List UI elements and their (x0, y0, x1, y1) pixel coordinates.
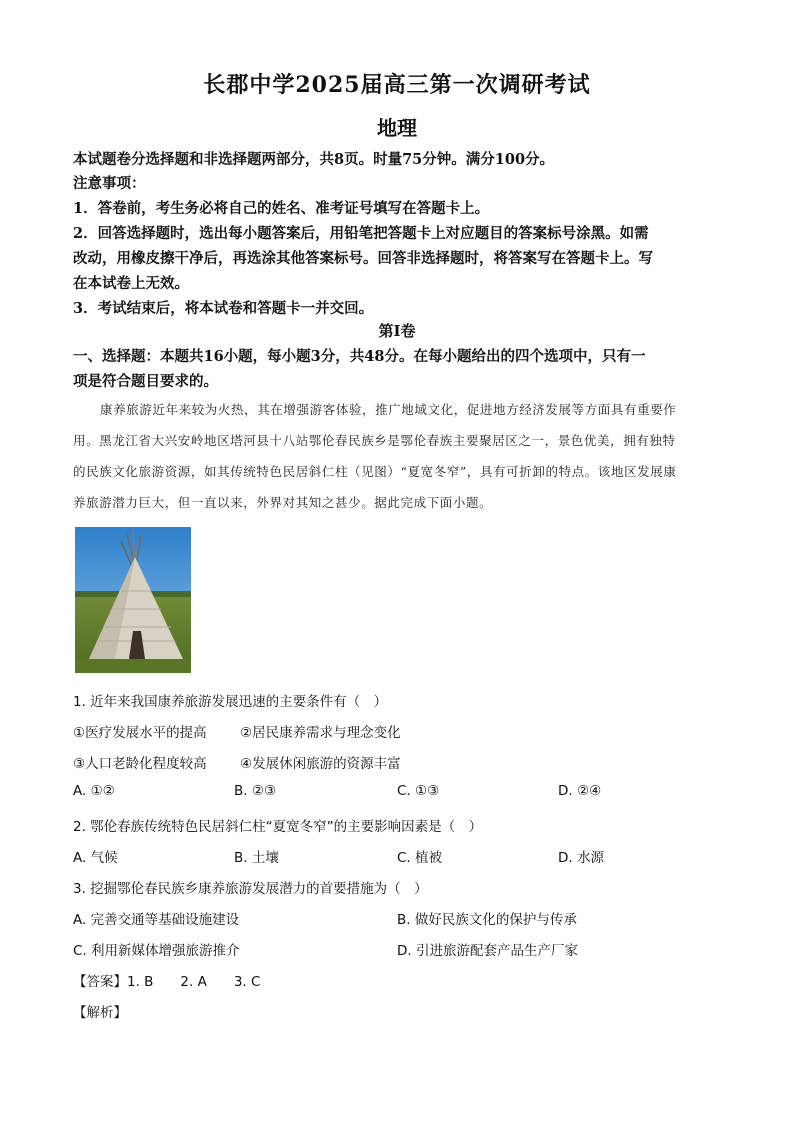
question-1-item-1: ①医疗发展水平的提高 (73, 725, 207, 741)
question-1-item-3: ③人口老龄化程度较高 (73, 756, 207, 772)
question-3-option-a[interactable]: A. 完善交通等基础设施建设 (73, 912, 240, 928)
analysis-tag: 【解析】 (73, 1005, 127, 1021)
question-3-option-b[interactable]: B. 做好民族文化的保护与传承 (397, 912, 577, 928)
question-2-option-c[interactable]: C. 植被 (397, 850, 443, 866)
passage-line-4: 养旅游潜力巨大，但一直以来，外界对其知之甚少。据此完成下面小题。 (73, 495, 493, 510)
note-2-line-2: 改动，用橡皮擦干净后，再选涂其他答案标号。回答非选择题时，将答案写在答题卡上。写 (73, 250, 653, 267)
question-1-option-c[interactable]: C. ①③ (397, 783, 440, 799)
question-2-option-d[interactable]: D. 水源 (558, 850, 604, 866)
question-3-stem: 3. 挖掘鄂伦春民族乡康养旅游发展潜力的首要措施为（ ） (73, 881, 428, 897)
question-1-item-2: ②居民康养需求与理念变化 (240, 725, 401, 741)
answer-line (73, 970, 260, 990)
question-3-option-d[interactable]: D. 引进旅游配套产品生产厂家 (397, 943, 578, 959)
question-2-option-a[interactable]: A. 气候 (73, 850, 118, 866)
notes-title: 注意事项： (73, 175, 146, 192)
teepee-illustration (75, 527, 191, 673)
note-2-line-3: 在本试卷上无效。 (73, 275, 189, 292)
question-1-item-4: ④发展休闲旅游的资源丰富 (240, 756, 401, 772)
answer-tag: 【答案】 (73, 974, 127, 990)
xierenzhu-photo (75, 527, 191, 673)
question-1-option-b[interactable]: B. ②③ (234, 783, 277, 799)
answer-text: 1. B 2. A 3. C (127, 974, 261, 990)
paper-info: 本试题卷分选择题和非选择题两部分，共8页。时量75分钟。满分100分。 (73, 151, 555, 168)
note-2-line-1: 2．回答选择题时，选出每小题答案后，用铅笔把答题卡上对应题目的答案标号涂黑。如需 (73, 225, 649, 242)
passage-line-1: 康养旅游近年来较为火热，其在增强游客体验，推广地域文化，促进地方经济发展等方面具有重要作 (100, 402, 677, 417)
subject-title: 地理 (377, 116, 417, 140)
passage-line-3: 的民族文化旅游资源，如其传统特色民居斜仁柱（见图）“夏宽冬窄”，具有可折卸的特点。该地区发展康 (73, 464, 677, 479)
section-heading-line-2: 项是符合题目要求的。 (73, 373, 218, 390)
question-1-stem: 1. 近年来我国康养旅游发展迅速的主要条件有（ ） (73, 694, 388, 710)
passage-line-2: 用。黑龙江省大兴安岭地区塔河县十八站鄂伦春民族乡是鄂伦春族主要聚居区之一，景色优美，拥有独特 (73, 433, 676, 448)
exam-title: 长郡中学2025届高三第一次调研考试 (203, 72, 591, 98)
question-1-option-d[interactable]: D. ②④ (558, 783, 602, 799)
section-label: 第Ⅰ卷 (378, 322, 416, 340)
note-3: 3．考试结束后，将本试卷和答题卡一并交回。 (73, 300, 374, 317)
question-2-option-b[interactable]: B. 土壤 (234, 850, 279, 866)
question-1-option-a[interactable]: A. ①② (73, 783, 115, 799)
section-heading-line-1: 一、选择题：本题共16小题，每小题3分，共48分。在每小题给出的四个选项中，只有一 (73, 348, 646, 365)
note-1: 1．答卷前，考生务必将自己的姓名、准考证号填写在答题卡上。 (73, 200, 490, 217)
question-2-stem: 2. 鄂伦春族传统特色民居斜仁柱“夏宽冬窄”的主要影响因素是（ ） (73, 819, 483, 835)
question-3-option-c[interactable]: C. 利用新媒体增强旅游推介 (73, 943, 240, 959)
